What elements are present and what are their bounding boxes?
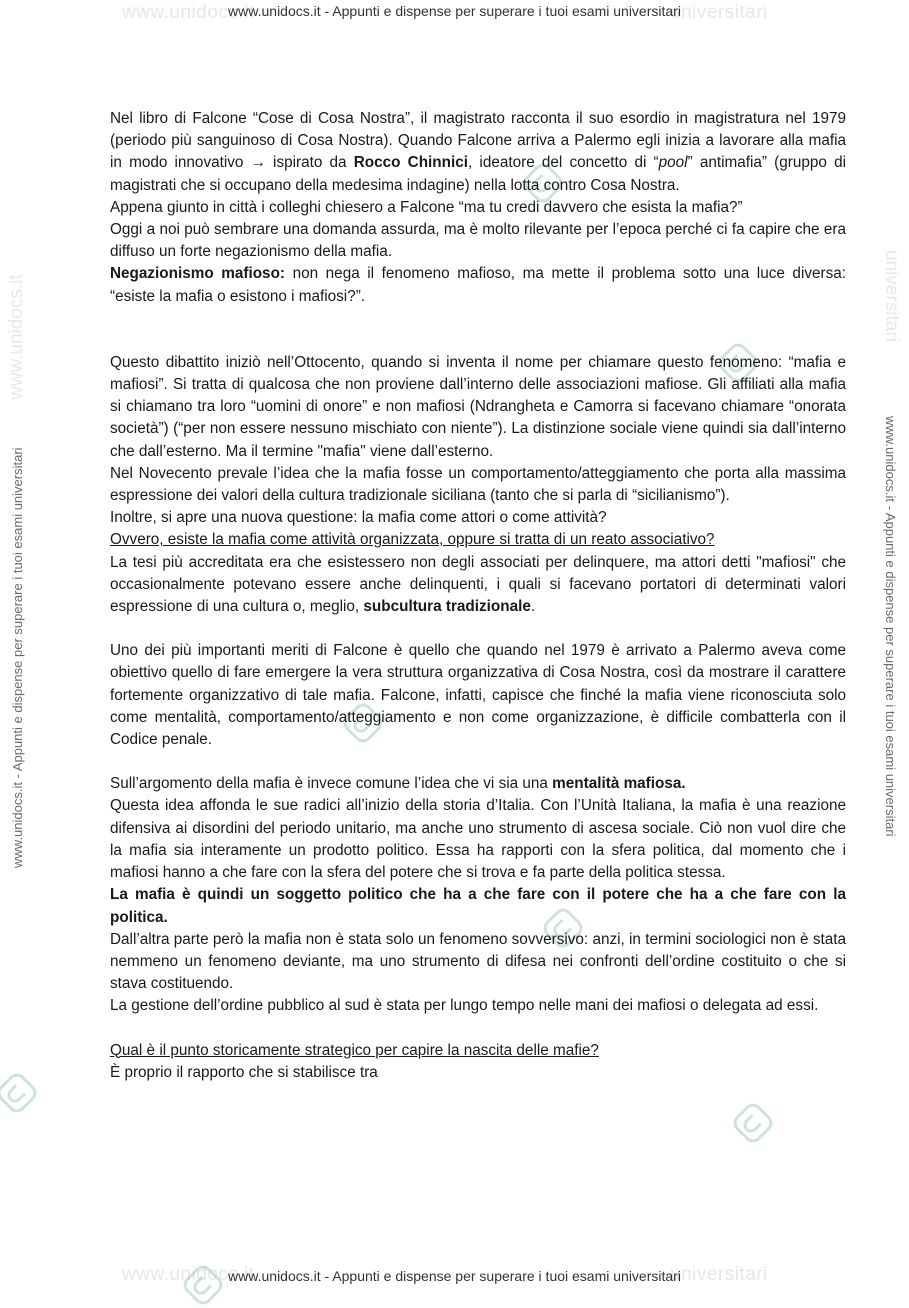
paragraph	[110, 263, 846, 307]
paragraph	[110, 773, 846, 795]
paragraph: Questa idea affonda le sue radici all’inizio della storia d’Italia. Con l’Unità Italiana, la mafia è una reazione difensiva ai disordini del periodo unitario, ma anche uno strumento di ascesa sociale. Ciò non vuol dire che la mafia sia interamente un prodotto politico. Essa ha rapporti con la sfera politica, dal momento che i mafiosi hanno a che fare con la sfera del potere che si trova e fa parte della politica stessa.	[110, 797, 846, 882]
text-run: Nel libro di Falcone “Cose di Cosa Nostra”, il magistrato racconta il suo esordio in magistratura nel 1979 (periodo più sanguinoso di Cosa Nostra). Quando Falcone arriva a Palermo egli inizia a lavorare alla mafia in modo innovativo → ispirato da	[110, 110, 846, 172]
bold-text: mentalità mafiosa.	[552, 775, 686, 793]
paragraph-spacer	[110, 751, 846, 773]
ghost-watermark-right-vertical: universitari	[881, 250, 902, 342]
paragraph	[110, 108, 846, 197]
paragraph-spacer	[110, 1018, 846, 1040]
document-body	[110, 108, 846, 1084]
underlined-question: Qual è il punto storicamente strategico per capire la nascita delle mafie?	[110, 1041, 599, 1059]
paragraph: La gestione dell’ordine pubblico al sud è stata per lungo tempo nelle mani dei mafiosi o delegata ad essi.	[110, 997, 819, 1015]
watermark-left-vertical: www.unidocs.it - Appunti e dispense per superare i tuoi esami universitari	[10, 447, 25, 868]
text-run: ” antimafia” (gruppo di magistrati che si occupano della medesima indagine) nella lotta contro Cosa Nostra.	[110, 154, 846, 194]
text-run: , ideatore del concetto di “	[468, 154, 659, 172]
watermark-footer: www.unidocs.it - Appunti e dispense per superare i tuoi esami universitari	[228, 1268, 681, 1284]
bold-text: Rocco Chinnici	[353, 154, 468, 172]
ghost-watermark-left-vertical: www.unidocs.it	[6, 274, 27, 400]
paragraph-spacer	[110, 618, 846, 640]
bold-text: subcultura tradizionale	[363, 598, 531, 616]
bold-paragraph	[110, 884, 846, 928]
paragraph: Appena giunto in città i colleghi chiesero a Falcone “ma tu credi davvero che esista la mafia?”	[110, 198, 743, 216]
bold-text: La mafia è quindi un soggetto politico che ha a che fare con il potere che ha a che fare con la politica.	[110, 886, 846, 926]
paragraph: È proprio il rapporto che si stabilisce tra	[110, 1063, 378, 1081]
italic-text: pool	[658, 154, 688, 172]
text-run: La tesi più accreditata era che esistessero non degli associati per delinquere, ma attori detti "mafiosi" che occasionalmente potevano essere anche delinquenti, i quali si facevano portatori di determinati valori espressione di una cultura o, meglio,	[110, 553, 846, 616]
text-run: non nega il fenomeno mafioso, ma mette il problema sotto una luce diversa: “esiste la mafia o esistono i mafiosi?”.	[110, 265, 846, 305]
watermark-header: www.unidocs.it - Appunti e dispense per superare i tuoi esami universitari	[228, 3, 681, 19]
paragraph-spacer	[110, 330, 846, 352]
unidocs-logo-icon	[180, 1262, 226, 1308]
unidocs-logo-icon	[0, 1070, 40, 1116]
text-run: .	[530, 598, 536, 616]
paragraph: Oggi a noi può sembrare una domanda assurda, ma è molto rilevante per l’epoca perché ci fa capire che era diffuso un forte negazionismo della mafia.	[110, 221, 846, 261]
paragraph-spacer	[110, 308, 846, 330]
ghost-watermark-top-left: www.unidocs.it	[122, 2, 255, 23]
watermark-right-vertical: www.unidocs.it - Appunti e dispense per superare i tuoi esami universitari	[883, 416, 898, 837]
paragraph: Questo dibattito iniziò nell’Ottocento, quando si inventa il nome per chiamare questo fenomeno: “mafia e mafiosi”. Si tratta di qualcosa che non proviene dall’interno delle associazioni mafiose. Gli affiliati alla mafia si chiamano tra loro “uomini di onore” e non mafiosi (Ndrangheta e Camorra si facevano chiamare “onorata società”) (“per non essere nessuno mischiato con niente”). La distinzione sociale viene quindi sia dall’interno che dall’esterno. Ma il termine "mafia" viene dall’esterno.	[110, 353, 846, 460]
paragraph: Nel Novecento prevale l’idea che la mafia fosse un comportamento/atteggiamento che porta alla massima espressione dei valori della cultura tradizionale siciliana (tanto che si parla di “sicilianismo”).	[110, 464, 846, 505]
paragraph: Uno dei più importanti meriti di Falcone è quello che quando nel 1979 è arrivato a Palermo aveva come obiettivo quello di fare emergere la vera struttura organizzativa di Cosa Nostra, così da mostrare il carattere fortemente organizzativo di tale mafia. Falcone, infatti, capisce che finché la mafia viene riconosciuta solo come mentalità, comportamento/atteggiamento e non come organizzazione, è difficile combatterla con il Codice penale.	[110, 642, 846, 749]
paragraph	[110, 552, 846, 619]
underlined-question: Ovvero, esiste la mafia come attività organizzata, oppure si tratta di un reato associativo?	[110, 531, 715, 549]
paragraph: Inoltre, si apre una nuova questione: la mafia come attori o come attività?	[110, 509, 607, 527]
ghost-watermark-top-right: universitari	[670, 2, 768, 23]
bold-text: Negazionismo mafioso:	[110, 265, 286, 283]
unidocs-logo-icon	[730, 1100, 776, 1146]
ghost-watermark-bottom-right: universitari	[670, 1264, 768, 1285]
paragraph: Dall’altra parte però la mafia non è stata solo un fenomeno sovversivo: anzi, in termini sociologici non è stata nemmeno un fenomeno deviante, ma uno strumento di difesa nei confronti dell’ordine costituito o che si stava costituendo.	[110, 930, 846, 993]
ghost-watermark-bottom-left: www.unidocs.it	[122, 1264, 255, 1285]
text-run: Sull’argomento della mafia è invece comune l’idea che vi sia una	[110, 775, 553, 793]
